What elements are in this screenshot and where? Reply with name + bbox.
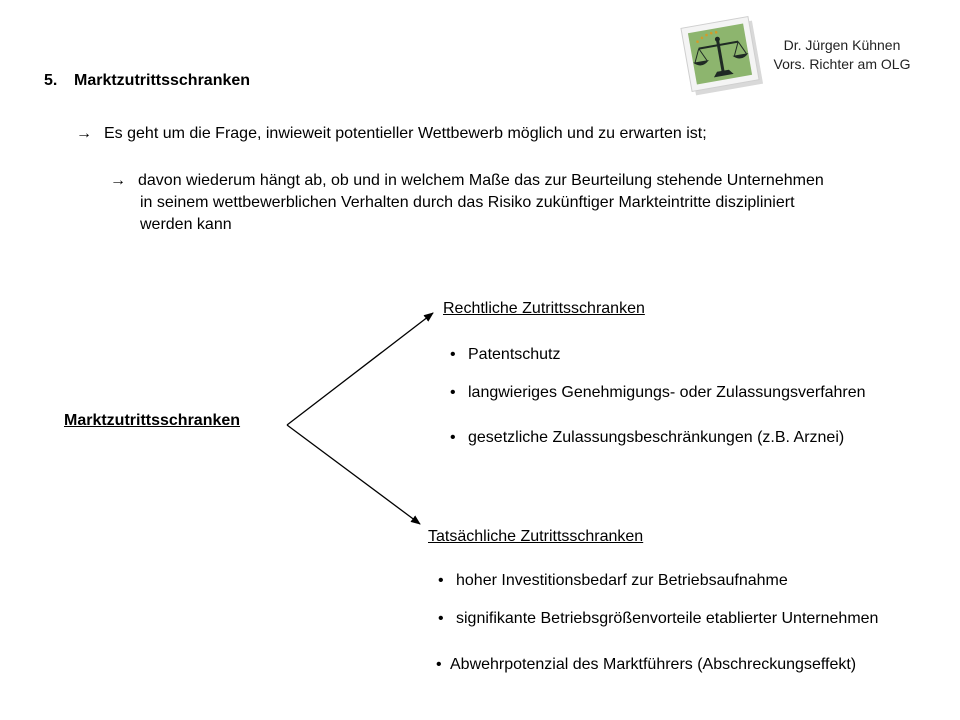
bullet-icon: •: [450, 429, 456, 446]
legal-barriers-title: Rechtliche Zutrittsschranken: [443, 300, 645, 317]
diagram-root-label: Marktzutrittsschranken: [64, 412, 241, 429]
bullet-icon: •: [438, 572, 444, 589]
section-number: 5.: [44, 72, 58, 89]
list-item: [450, 346, 561, 364]
bullet-icon: •: [438, 610, 444, 627]
intro-text-1: Es geht um die Frage, inwieweit potentieller Wettbewerb möglich und zu erwarten ist;: [104, 125, 707, 142]
intro-text-2b: in seinem wettbewerblichen Verhalten durch das Risiko zukünftiger Markteintritte diszipliniert: [140, 194, 795, 211]
list-item-text: langwieriges Genehmigungs- oder Zulassungsverfahren: [468, 384, 866, 401]
list-item-text: Abwehrpotenzial des Marktführers (Abschreckungseffekt): [450, 656, 857, 673]
list-item-text: hoher Investitionsbedarf zur Betriebsaufnahme: [456, 572, 788, 589]
arrow-to-legal: [287, 313, 433, 425]
arrow-to-factual: [287, 425, 420, 524]
author-title: Vors. Richter am OLG: [773, 56, 911, 72]
intro-text-2a: davon wiederum hängt ab, ob und in welchem Maße das zur Beurteilung stehende Unternehmen: [138, 172, 824, 189]
section-title: Marktzutrittsschranken: [74, 72, 251, 89]
factual-barriers-title: Tatsächliche Zutrittsschranken: [428, 528, 644, 545]
author-name: Dr. Jürgen Kühnen: [783, 37, 901, 53]
list-item: [436, 656, 856, 674]
intro-text-2c: werden kann: [140, 216, 232, 233]
list-item-text: gesetzliche Zulassungsbeschränkungen (z.B. Arznei): [468, 429, 845, 446]
bullet-icon: •: [450, 384, 456, 401]
list-item: [450, 429, 844, 447]
arrow-right-icon: →: [110, 172, 126, 189]
list-item: [438, 610, 878, 628]
bullet-icon: •: [436, 656, 442, 673]
list-item: [438, 572, 788, 590]
list-item-text: Patentschutz: [468, 346, 561, 363]
list-item: [450, 384, 866, 402]
arrow-right-icon: →: [76, 125, 92, 142]
bullet-icon: •: [450, 346, 456, 363]
list-item-text: signifikante Betriebsgrößenvorteile etablierter Unternehmen: [456, 610, 879, 627]
